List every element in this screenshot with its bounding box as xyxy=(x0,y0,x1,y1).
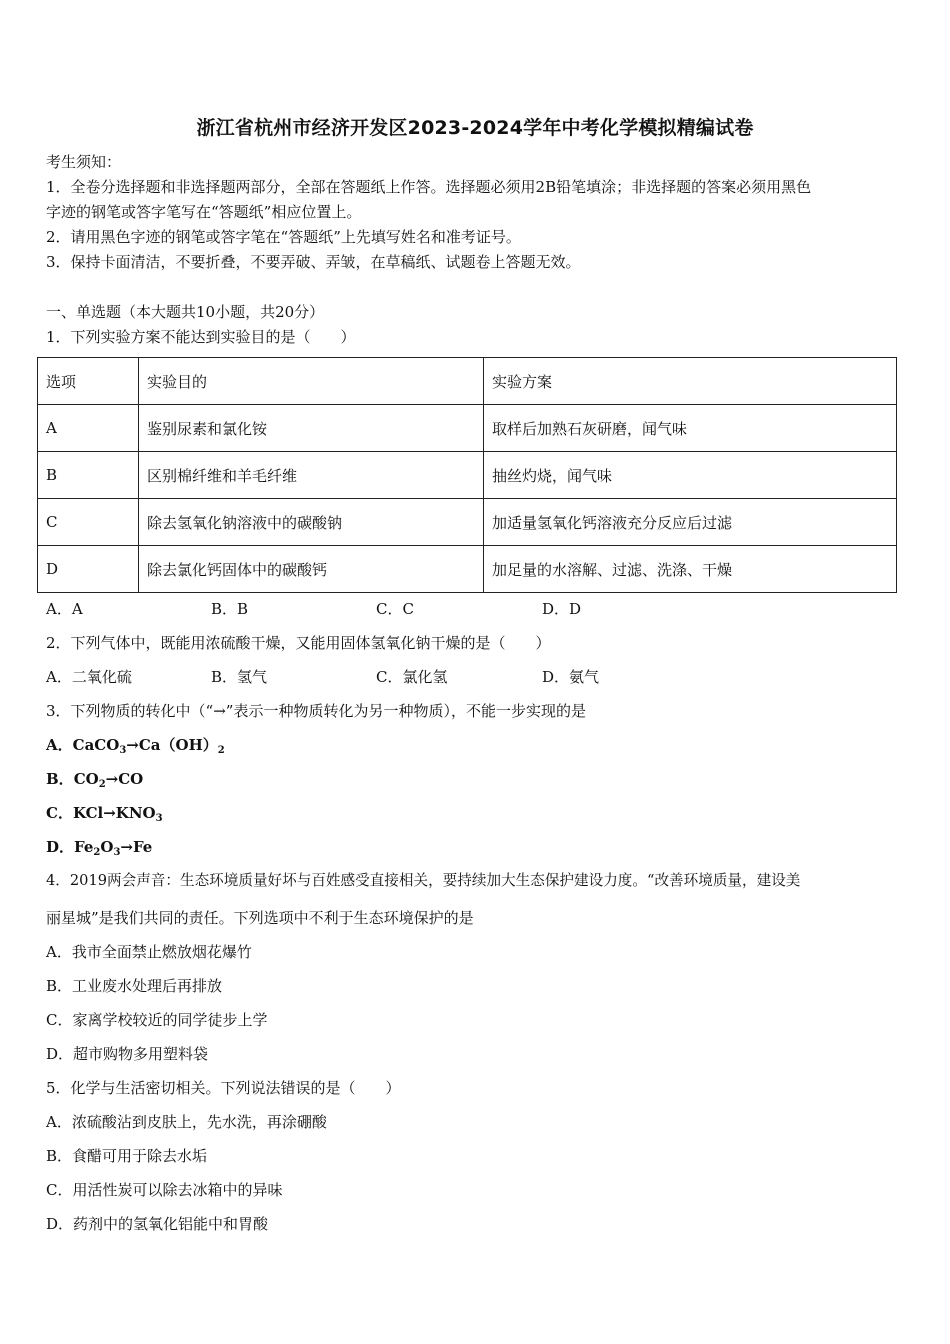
notice-item: 字迹的钢笔或答字笔写在“答题纸”相应位置上。 xyxy=(46,203,362,221)
formula-text: CO xyxy=(73,770,99,788)
q3-option-a xyxy=(46,735,225,755)
formula-text: Fe xyxy=(74,838,94,856)
q4-option-b: B．工业废水处理后再排放 xyxy=(46,977,223,995)
question-4-stem-continued: 丽星城”是我们共同的责任。下列选项中不利于生态环境保护的是 xyxy=(46,909,474,927)
formula-text: CaCO xyxy=(72,736,120,754)
table-cell: 除去氯化钙固体中的碳酸钙 xyxy=(139,546,484,593)
q4-option-c: C．家离学校较近的同学徒步上学 xyxy=(46,1011,268,1029)
table-cell: 鉴别尿素和氯化铵 xyxy=(139,405,484,452)
q2-option-b: B．氢气 xyxy=(211,668,268,686)
q3-option-b xyxy=(46,769,143,789)
subscript: 2 xyxy=(98,779,106,790)
q1-option-c: C．C xyxy=(376,600,414,618)
notice-item: 1．全卷分选择题和非选择题两部分，全部在答题纸上作答。选择题必须用2B铅笔填涂；非选择题的答案必须用黑色 xyxy=(46,178,812,196)
subscript: 3 xyxy=(155,813,163,824)
q3-option-d xyxy=(46,837,152,857)
section-heading: 一、单选题（本大题共10小题，共20分） xyxy=(46,303,325,321)
question-5-stem: 5．化学与生活密切相关。下列说法错误的是（ ） xyxy=(46,1079,401,1097)
table-row xyxy=(38,546,897,593)
table-cell: 加适量氢氧化钙溶液充分反应后过滤 xyxy=(484,499,897,546)
table-cell: C xyxy=(38,499,139,546)
subscript: 2 xyxy=(217,745,225,756)
table-header-cell: 实验方案 xyxy=(484,358,897,405)
table-cell: 加足量的水溶解、过滤、洗涤、干燥 xyxy=(484,546,897,593)
q1-option-a: A．A xyxy=(46,600,83,618)
table-row xyxy=(38,499,897,546)
q5-option-a: A．浓硫酸沾到皮肤上，先水洗，再涂硼酸 xyxy=(46,1113,327,1131)
table-row xyxy=(38,405,897,452)
q5-option-d: D．药剂中的氢氧化铝能中和胃酸 xyxy=(46,1215,269,1233)
table-header-cell: 选项 xyxy=(38,358,139,405)
table-cell: 除去氢氧化钠溶液中的碳酸钠 xyxy=(139,499,484,546)
question-3-stem: 3．下列物质的转化中（“→”表示一种物质转化为另一种物质），不能一步实现的是 xyxy=(46,702,586,720)
formula-text: →CO xyxy=(105,770,144,788)
q2-option-a: A．二氧化硫 xyxy=(46,668,132,686)
table-header-cell: 实验目的 xyxy=(139,358,484,405)
table-cell: D xyxy=(38,546,139,593)
notice-item: 2．请用黑色字迹的钢笔或答字笔在“答题纸”上先填写姓名和准考证号。 xyxy=(46,228,521,246)
q2-option-c: C．氯化氢 xyxy=(376,668,448,686)
option-label: C． xyxy=(46,804,73,822)
table-row xyxy=(38,452,897,499)
experiment-table xyxy=(37,357,897,593)
table-cell: 取样后加熟石灰研磨，闻气味 xyxy=(484,405,897,452)
table-cell: B xyxy=(38,452,139,499)
q4-option-a: A．我市全面禁止燃放烟花爆竹 xyxy=(46,943,252,961)
formula-text: →Fe xyxy=(120,838,153,856)
formula-text: →Ca（OH） xyxy=(126,736,218,754)
question-4-stem: 4．2019两会声音：生态环境质量好坏与百姓感受直接相关，要持续加大生态保护建设力度。“改善环境质量，建设美 xyxy=(46,872,801,889)
q5-option-b: B．食醋可用于除去水垢 xyxy=(46,1147,208,1165)
q2-option-d: D．氨气 xyxy=(542,668,600,686)
question-1-stem: 1．下列实验方案不能达到实验目的是（ ） xyxy=(46,328,356,346)
q1-option-b: B．B xyxy=(211,600,249,618)
table-cell: A xyxy=(38,405,139,452)
formula-text: O xyxy=(100,838,114,856)
option-label: A． xyxy=(46,736,73,754)
table-cell: 抽丝灼烧，闻气味 xyxy=(484,452,897,499)
q1-option-d: D．D xyxy=(542,600,582,618)
table-cell: 区别棉纤维和羊毛纤维 xyxy=(139,452,484,499)
subscript: 3 xyxy=(113,847,121,858)
option-label: B． xyxy=(46,770,74,788)
q5-option-c: C．用活性炭可以除去冰箱中的异味 xyxy=(46,1181,283,1199)
table-header-row xyxy=(38,358,897,405)
q3-option-c xyxy=(46,803,163,823)
option-label: D． xyxy=(46,838,75,856)
subscript: 2 xyxy=(93,847,101,858)
question-2-stem: 2．下列气体中，既能用浓硫酸干燥，又能用固体氢氧化钠干燥的是（ ） xyxy=(46,634,551,652)
page-title: 浙江省杭州市经济开发区2023-2024学年中考化学模拟精编试卷 xyxy=(196,117,754,139)
formula-text: KCl→KNO xyxy=(72,804,156,822)
subscript: 3 xyxy=(119,745,127,756)
notice-heading: 考生须知： xyxy=(46,153,122,171)
notice-item: 3．保持卡面清洁，不要折叠，不要弄破、弄皱，在草稿纸、试题卷上答题无效。 xyxy=(46,253,581,271)
q4-option-d: D．超市购物多用塑料袋 xyxy=(46,1045,209,1063)
